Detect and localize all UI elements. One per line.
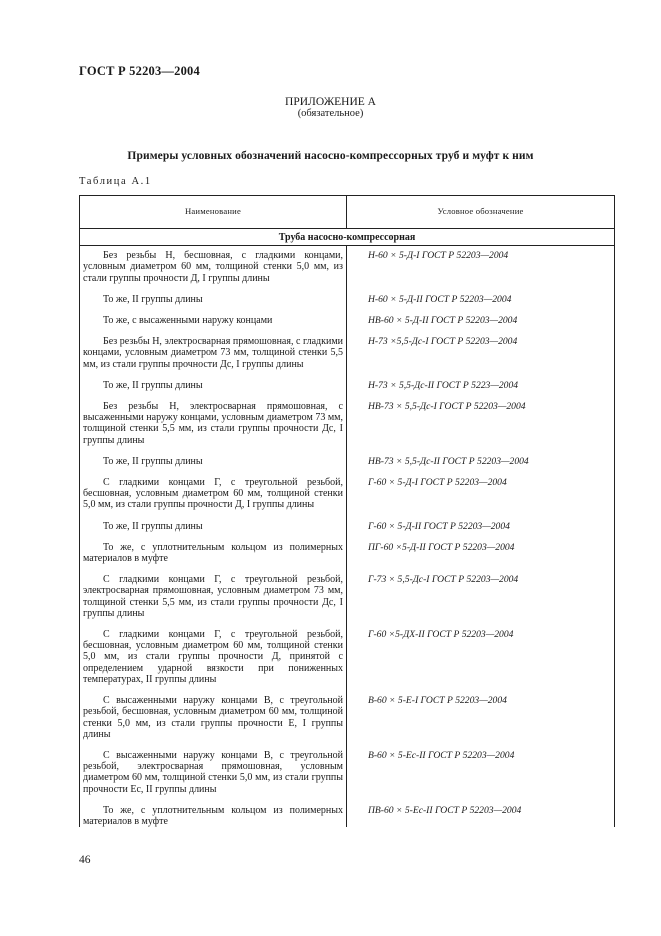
row-name-cell: То же, с высаженными наружу концами <box>80 315 347 336</box>
row-designation-cell: В-60 × 5-Ес-II ГОСТ Р 52203—2004 <box>347 750 615 805</box>
document-title: Примеры условных обозначений насосно-компрессорных труб и муфт к ним <box>127 150 534 162</box>
row-name-cell: С гладкими концами Г, с треугольной резьбой, бесшовная, условным диаметром 60 мм, толщиной стенки 5,0 мм, из стали группы прочности Д, принятой с определением ударной вязкости при пониженных температурах, II группы длины <box>80 629 347 695</box>
table-caption: Таблица А.1 <box>79 176 152 187</box>
table-row <box>80 750 615 805</box>
row-name-cell: Без резьбы Н, электросварная прямошовная, с высаженными наружу концами, условным диаметром 73 мм, толщиной стенки 5,5 мм, из стали группы прочности Дс, I группы длины <box>80 401 347 456</box>
row-designation-cell: Н-73 ×5,5-Дс-I ГОСТ Р 52203—2004 <box>347 336 615 380</box>
standard-header: ГОСТ Р 52203—2004 <box>79 64 200 78</box>
column-header-designation: Условное обозначение <box>347 196 615 229</box>
page-number: 46 <box>79 854 91 866</box>
row-designation-cell: Г-60 × 5-Д-II ГОСТ Р 52203—2004 <box>347 521 615 542</box>
table-row <box>80 629 615 695</box>
row-designation-cell: Н-73 × 5,5-Дс-II ГОСТ Р 5223—2004 <box>347 380 615 401</box>
row-designation-cell: Г-73 × 5,5-Дс-I ГОСТ Р 52203—2004 <box>347 574 615 629</box>
table-row <box>80 456 615 477</box>
table-row <box>80 574 615 629</box>
table-row <box>80 401 615 456</box>
appendix-status: (обязательное) <box>297 108 364 119</box>
designation-table-wrapper <box>79 195 614 827</box>
table-row <box>80 246 615 294</box>
appendix-title: ПРИЛОЖЕНИЕ А <box>285 96 376 108</box>
table-row <box>80 805 615 827</box>
row-designation-cell: НВ-60 × 5-Д-II ГОСТ Р 52203—2004 <box>347 315 615 336</box>
column-header-name: Наименование <box>80 196 347 229</box>
row-name-cell: То же, II группы длины <box>80 294 347 315</box>
table-body <box>80 229 615 828</box>
row-name-cell: То же, с уплотнительным кольцом из полимерных материалов в муфте <box>80 805 347 827</box>
row-name-cell: То же, II группы длины <box>80 521 347 542</box>
row-name-cell: С высаженными наружу концами В, с треугольной резьбой, бесшовная, условным диаметром 60 мм, толщиной стенки 5,0 мм, из стали группы прочности Е, I группы длины <box>80 695 347 750</box>
row-name-cell: Без резьбы Н, бесшовная, с гладкими концами, условным диаметром 60 мм, толщиной стенки 5,0 мм, из стали группы прочности Д, I группы длины <box>80 246 347 294</box>
table-row <box>80 542 615 574</box>
row-name-cell: Без резьбы Н, электросварная прямошовная, с гладкими концами, условным диаметром 73 мм, толщиной стенки 5,5 мм, из стали группы прочности Дс, I группы длины <box>80 336 347 380</box>
row-designation-cell: НВ-73 × 5,5-Дс-II ГОСТ Р 52203—2004 <box>347 456 615 477</box>
table-row <box>80 521 615 542</box>
row-designation-cell: Н-60 × 5-Д-I ГОСТ Р 52203—2004 <box>347 246 615 294</box>
table-row <box>80 477 615 521</box>
row-designation-cell: Н-60 × 5-Д-II ГОСТ Р 52203—2004 <box>347 294 615 315</box>
row-designation-cell: ПГ-60 ×5-Д-II ГОСТ Р 52203—2004 <box>347 542 615 574</box>
section-title: Труба насосно-компрессорная <box>80 229 615 246</box>
row-name-cell: С гладкими концами Г, с треугольной резьбой, электросварная прямошовная, условным диаметром 73 мм, толщиной стенки 5,5 мм, из стали группы прочности Дс, I группы длины <box>80 574 347 629</box>
table-row <box>80 695 615 750</box>
row-designation-cell: Г-60 × 5-Д-I ГОСТ Р 52203—2004 <box>347 477 615 521</box>
table-row <box>80 336 615 380</box>
section-row <box>80 229 615 246</box>
row-designation-cell: ПВ-60 × 5-Ес-II ГОСТ Р 52203—2004 <box>347 805 615 827</box>
table-row <box>80 380 615 401</box>
row-designation-cell: Г-60 ×5-ДХ-II ГОСТ Р 52203—2004 <box>347 629 615 695</box>
row-name-cell: То же, II группы длины <box>80 380 347 401</box>
row-name-cell: С высаженными наружу концами В, с треугольной резьбой, электросварная прямошовная, условным диаметром 60 мм, толщиной стенки 5,0 мм, из стали группы прочности Ес, II группы длины <box>80 750 347 805</box>
row-name-cell: С гладкими концами Г, с треугольной резьбой, бесшовная, условным диаметром 60 мм, толщиной стенки 5,0 мм, из стали группы прочности Д, I группы длины <box>80 477 347 521</box>
row-name-cell: То же, II группы длины <box>80 456 347 477</box>
row-designation-cell: В-60 × 5-Е-I ГОСТ Р 52203—2004 <box>347 695 615 750</box>
row-name-cell: То же, с уплотнительным кольцом из полимерных материалов в муфте <box>80 542 347 574</box>
designation-table <box>79 195 615 827</box>
table-header-row <box>80 196 615 229</box>
table-row <box>80 294 615 315</box>
row-designation-cell: НВ-73 × 5,5-Дс-I ГОСТ Р 52203—2004 <box>347 401 615 456</box>
table-row <box>80 315 615 336</box>
appendix-heading <box>0 96 661 120</box>
